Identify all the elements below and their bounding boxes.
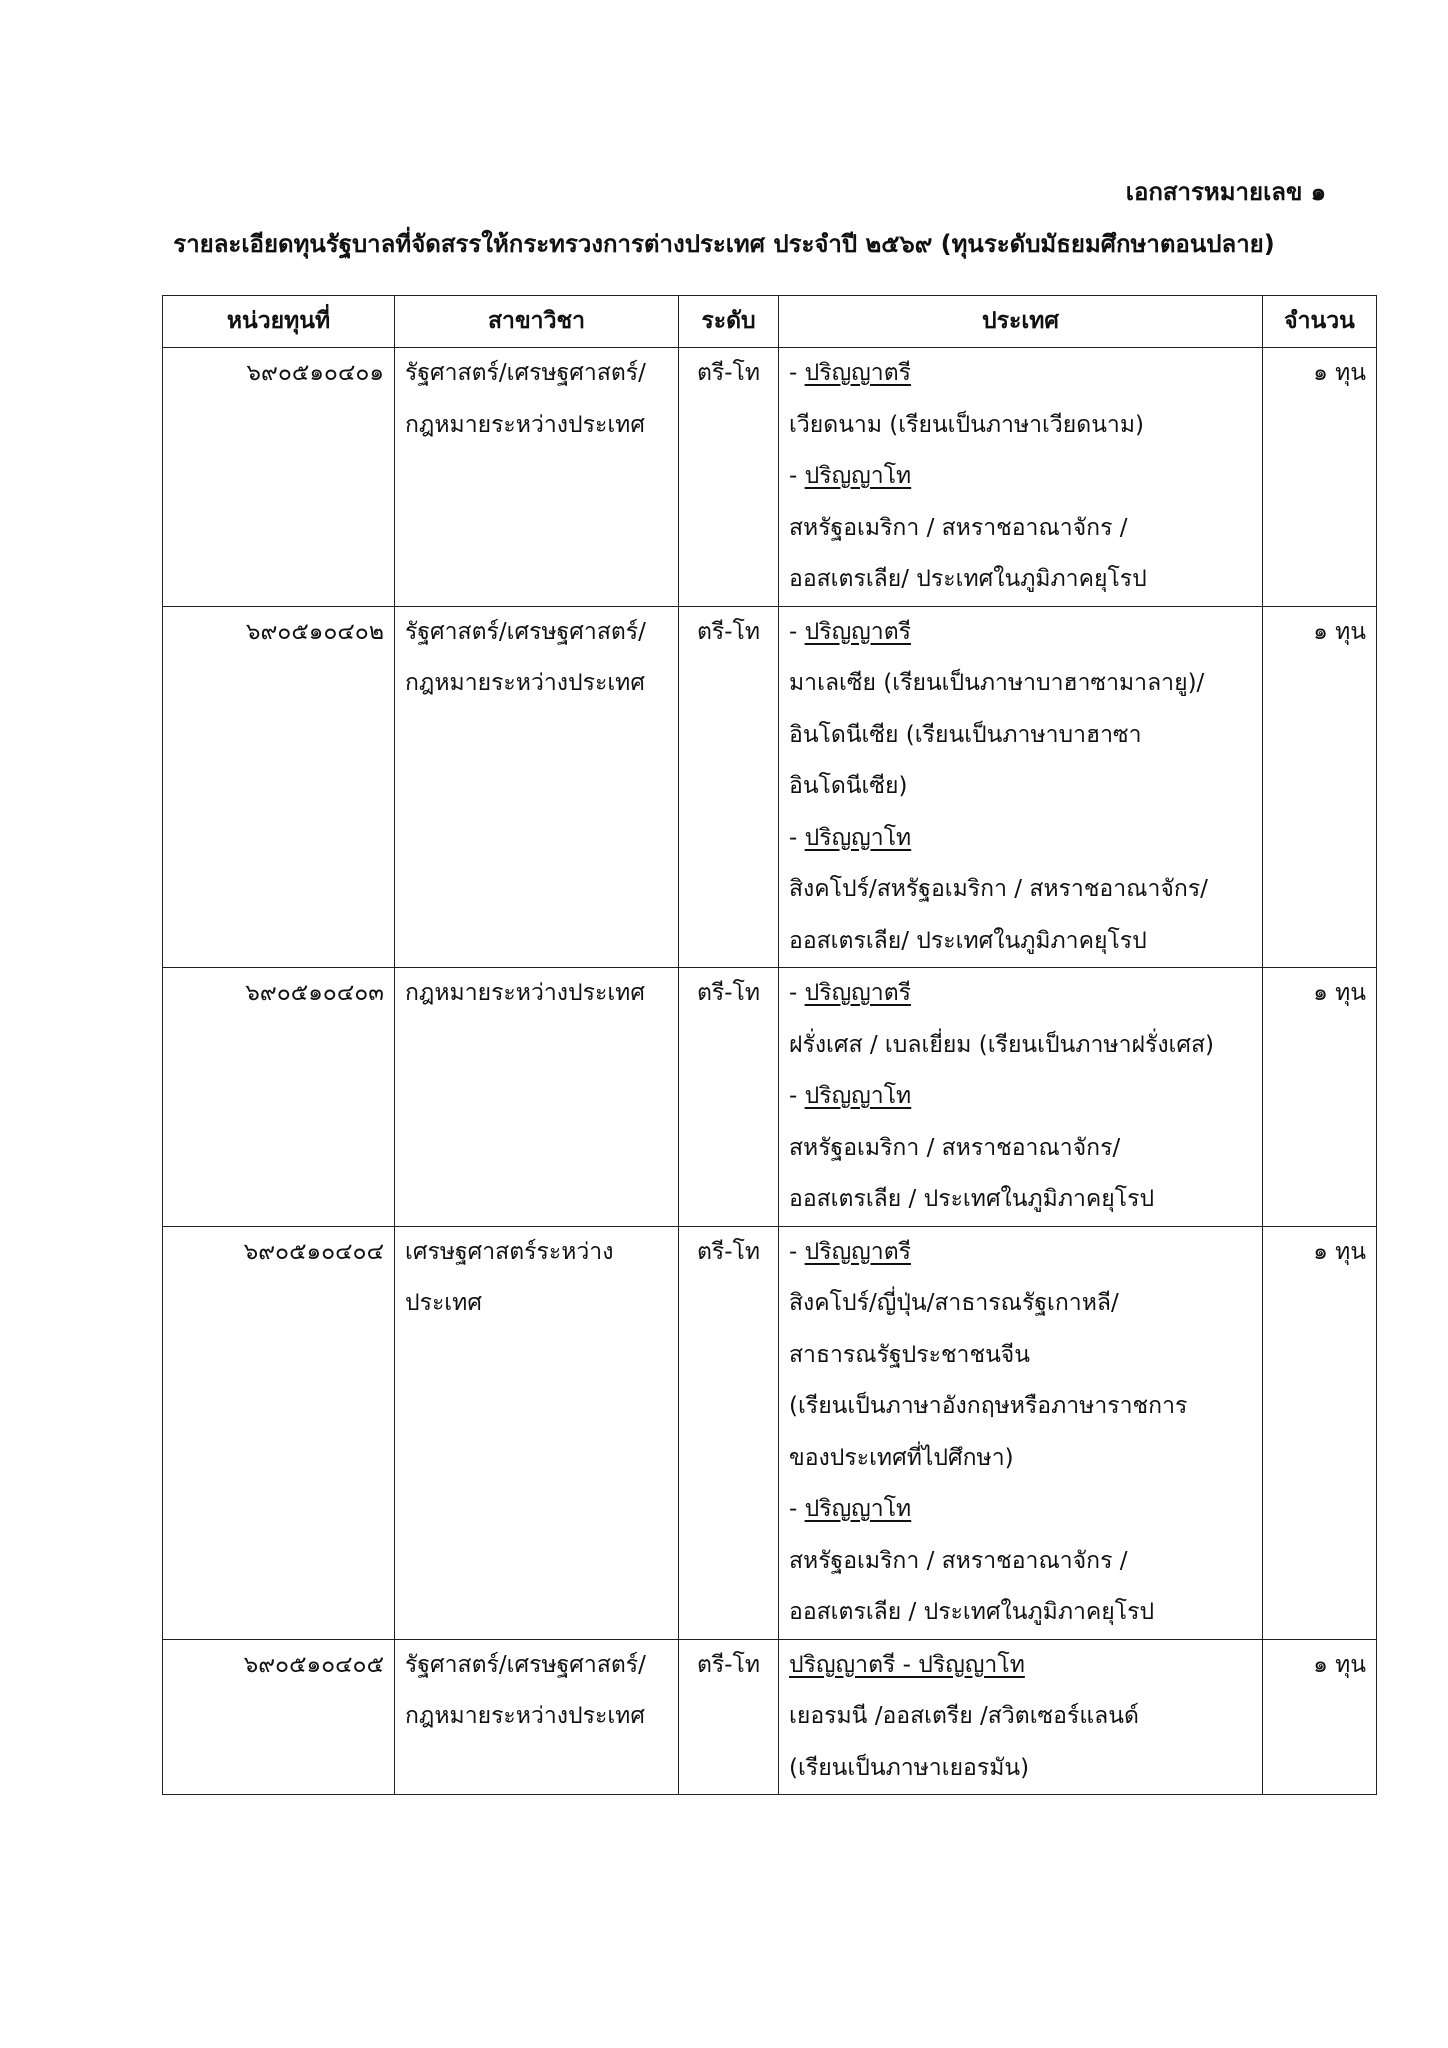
country-line: อินโดนีเซีย) <box>789 773 908 799</box>
country-cell <box>779 348 1263 607</box>
unit-code: ๖๙๐๕๑๐๔๐๑ <box>163 348 395 607</box>
table-row <box>163 606 1377 968</box>
bachelor-heading <box>789 348 1252 400</box>
master-prefix: - <box>789 463 805 489</box>
field-line: รัฐศาสตร์/เศรษฐศาสตร์/ <box>405 1651 646 1678</box>
master-prefix: - <box>789 1496 805 1522</box>
scholarship-table <box>162 295 1377 1795</box>
field-cell <box>395 606 679 968</box>
country-line: (เรียนเป็นภาษาเยอรมัน) <box>789 1754 1030 1781</box>
country-line: สิงคโปร์/ญี่ปุ่น/สาธารณรัฐเกาหลี/ <box>789 1290 1119 1316</box>
unit-code: ๖๙๐๕๑๐๔๐๕ <box>163 1639 395 1795</box>
country-line: สิงคโปร์/สหรัฐอเมริกา / สหราชอาณาจักร/ <box>789 876 1208 902</box>
table-header-row <box>163 296 1377 348</box>
bachelor-prefix: - <box>789 618 805 645</box>
table-row <box>163 348 1377 607</box>
count-cell: ๑ ทุน <box>1263 1226 1377 1639</box>
country-cell <box>779 1226 1263 1639</box>
field-line: ประเทศ <box>405 1290 482 1316</box>
table-row <box>163 968 1377 1227</box>
count-cell: ๑ ทุน <box>1263 1639 1377 1795</box>
country-cell <box>779 968 1263 1227</box>
country-cell <box>779 1639 1263 1795</box>
bachelor-label: ปริญญาตรี <box>804 360 911 386</box>
field-line: กฎหมายระหว่างประเทศ <box>405 1703 645 1729</box>
master-label: ปริญญาโท <box>804 463 912 489</box>
header-level: ระดับ <box>679 296 779 348</box>
master-label: ปริญญาโท <box>804 1083 912 1109</box>
field-line: เศรษฐศาสตร์ระหว่าง <box>405 1238 614 1265</box>
bachelor-label: ปริญญาตรี <box>804 1238 911 1265</box>
bachelor-label: ปริญญาตรี <box>804 618 911 645</box>
bachelor-prefix: - <box>789 980 805 1006</box>
master-prefix: - <box>789 1083 805 1109</box>
master-heading <box>789 451 1252 503</box>
country-line: เยอรมนี /ออสเตรีย /สวิตเซอร์แลนด์ <box>789 1703 1139 1729</box>
country-line: สหรัฐอเมริกา / สหราชอาณาจักร / <box>789 514 1128 541</box>
bachelor-heading <box>789 968 1252 1020</box>
count-cell: ๑ ทุน <box>1263 968 1377 1227</box>
field-line: กฎหมายระหว่างประเทศ <box>405 670 645 696</box>
unit-code: ๖๙๐๕๑๐๔๐๓ <box>163 968 395 1227</box>
master-heading <box>789 1484 1252 1536</box>
field-cell <box>395 1226 679 1639</box>
country-line: สหรัฐอเมริกา / สหราชอาณาจักร/ <box>789 1134 1121 1161</box>
country-line: ออสเตรเลีย / ประเทศในภูมิภาคยุโรป <box>789 1599 1155 1625</box>
country-line: ฝรั่งเศส / เบลเยี่ยม (เรียนเป็นภาษาฝรั่งเศส) <box>789 1031 1215 1058</box>
country-line: ออสเตรเลีย / ประเทศในภูมิภาคยุโรป <box>789 1186 1155 1212</box>
degree-heading: ปริญญาตรี - ปริญญาโท <box>789 1651 1025 1678</box>
country-line: สหรัฐอเมริกา / สหราชอาณาจักร / <box>789 1547 1128 1574</box>
bachelor-prefix: - <box>789 360 805 386</box>
table-row <box>163 1639 1377 1795</box>
bachelor-heading <box>789 1227 1252 1279</box>
count-cell: ๑ ทุน <box>1263 606 1377 968</box>
level-cell: ตรี-โท <box>679 348 779 607</box>
bachelor-prefix: - <box>789 1238 805 1265</box>
field-line: รัฐศาสตร์/เศรษฐศาสตร์/ <box>405 618 646 645</box>
level-cell: ตรี-โท <box>679 1226 779 1639</box>
bachelor-heading <box>789 607 1252 659</box>
unit-code: ๖๙๐๕๑๐๔๐๔ <box>163 1226 395 1639</box>
header-count: จำนวน <box>1263 296 1377 348</box>
master-heading <box>789 1071 1252 1123</box>
bachelor-label: ปริญญาตรี <box>804 980 911 1006</box>
count-cell: ๑ ทุน <box>1263 348 1377 607</box>
country-cell <box>779 606 1263 968</box>
country-line: เวียดนาม (เรียนเป็นภาษาเวียดนาม) <box>789 411 1144 438</box>
master-label: ปริญญาโท <box>804 1496 912 1522</box>
header-unit: หน่วยทุนที่ <box>163 296 395 348</box>
country-line: ออสเตรเลีย/ ประเทศในภูมิภาคยุโรป <box>789 927 1147 954</box>
document-number: เอกสารหมายเลข ๑ <box>1125 178 1326 206</box>
unit-code: ๖๙๐๕๑๐๔๐๒ <box>163 606 395 968</box>
document-title: รายละเอียดทุนรัฐบาลที่จัดสรรให้กระทรวงการต่างประเทศ ประจำปี ๒๕๖๙ (ทุนระดับมัธยมศึกษาตอนปลาย) <box>173 230 1275 258</box>
level-cell: ตรี-โท <box>679 968 779 1227</box>
country-line: มาเลเซีย (เรียนเป็นภาษาบาฮาซามาลายู)/ <box>789 670 1205 696</box>
country-line: อินโดนีเซีย (เรียนเป็นภาษาบาฮาซา <box>789 721 1142 748</box>
header-field: สาขาวิชา <box>395 296 679 348</box>
master-prefix: - <box>789 824 805 851</box>
field-cell <box>395 968 679 1227</box>
master-heading <box>789 813 1252 865</box>
field-line: รัฐศาสตร์/เศรษฐศาสตร์/ <box>405 360 646 386</box>
country-line: ของประเทศที่ไปศึกษา) <box>789 1444 1014 1471</box>
field-cell <box>395 348 679 607</box>
level-cell: ตรี-โท <box>679 1639 779 1795</box>
country-line: สาธารณรัฐประชาชนจีน <box>789 1341 1031 1368</box>
header-country: ประเทศ <box>779 296 1263 348</box>
country-line: ออสเตรเลีย/ ประเทศในภูมิภาคยุโรป <box>789 566 1147 592</box>
level-cell: ตรี-โท <box>679 606 779 968</box>
master-label: ปริญญาโท <box>804 824 912 851</box>
field-cell <box>395 1639 679 1795</box>
country-line: (เรียนเป็นภาษาอังกฤษหรือภาษาราชการ <box>789 1393 1188 1419</box>
field-line: กฎหมายระหว่างประเทศ <box>405 411 645 438</box>
field-line: กฎหมายระหว่างประเทศ <box>405 980 645 1006</box>
table-row <box>163 1226 1377 1639</box>
